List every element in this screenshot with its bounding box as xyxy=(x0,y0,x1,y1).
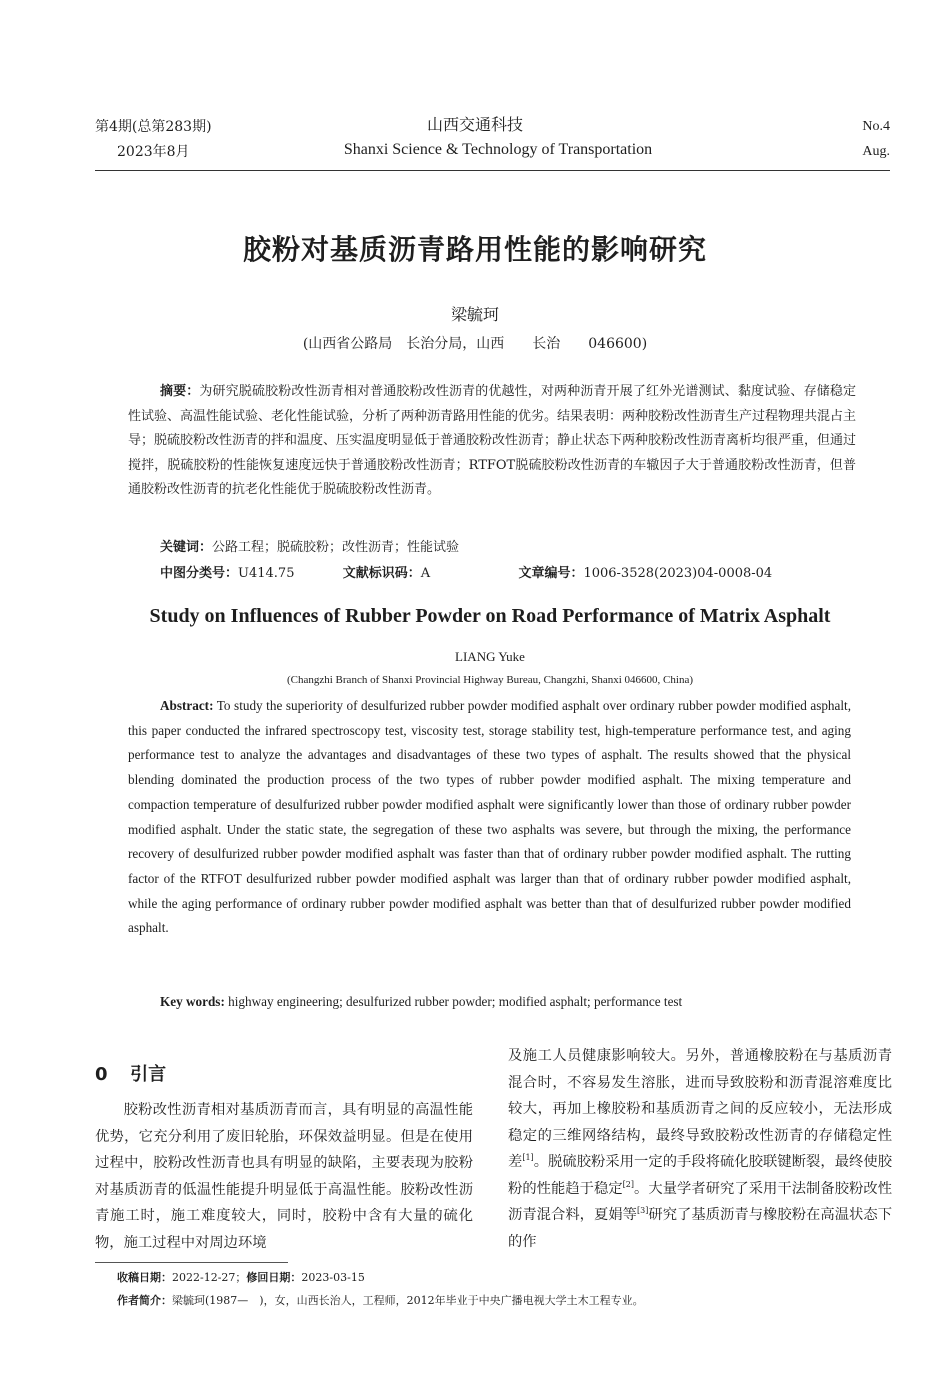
revised-date: 2023-03-15 xyxy=(301,1271,365,1284)
keywords-en-label: Key words: xyxy=(160,994,225,1009)
author-cn: 梁毓珂 xyxy=(450,305,499,324)
header-rule xyxy=(95,170,890,171)
body-right-part-4: 研究了基质沥青与橡胶粉在高温状态下的作 xyxy=(508,1207,893,1250)
paper-title-cn: 胶粉对基质沥青路用性能的影响研究 xyxy=(242,233,707,266)
issue-date: 2023年8月 xyxy=(117,144,190,160)
affiliation-en: (Changzhi Branch of Shanxi Provincial Highway Bureau, Changzhi, Shanxi 046600, China) xyxy=(286,674,693,686)
body-right-part-1: 及施工人员健康影响较大。另外，普通橡胶粉在与基质沥青混合时，不容易发生溶胀，进而导致胶粉和沥青混溶难度比较大，再加上橡胶粉和基质沥青之间的反应较小，无法形成稳定的三维网络结构，最终导致胶粉改性沥青的存储稳定性差 xyxy=(508,1048,892,1170)
journal-title-en: Shanxi Science & Technology of Transportation xyxy=(343,141,653,158)
article-number-value: 1006-3528(2023)04-0008-04 xyxy=(583,566,773,581)
keywords-en-text: highway engineering; desulfurized rubber powder; modified asphalt; performance test xyxy=(228,994,683,1009)
paper-title-en: Study on Influences of Rubber Powder on Road Performance of Matrix Asphalt xyxy=(149,605,831,627)
author-bio-label: 作者简介： xyxy=(117,1294,172,1307)
classification-row xyxy=(160,562,772,581)
clc-value: U414.75 xyxy=(238,566,295,581)
article-number-label: 文章编号： xyxy=(518,566,584,581)
author-bio-text: 梁毓珂(1987— )，女，山西长治人，工程师，2012年毕业于中央广播电视大学土木工程专业。 xyxy=(172,1294,644,1307)
keywords-cn-label: 关键词： xyxy=(160,540,213,555)
abstract-cn xyxy=(128,380,856,503)
body-text-left-column: 胶粉改性沥青相对基质沥青而言，具有明显的高温性能优势，它充分利用了废旧轮胎，环保效益明显。但是在使用过程中，胶粉改性沥青也具有明显的缺陷，主要表现为胶粉对基质沥青的低温性能提升明显低于高温性能。胶粉改性沥青施工时，施工难度较大，同时，胶粉中含有大量的硫化物，施工过程中对周边环境 xyxy=(95,1102,473,1251)
citation-2: [2] xyxy=(622,1179,635,1189)
received-label: 收稿日期： xyxy=(117,1271,172,1284)
keywords-cn-text: 公路工程；脱硫胶粉；改性沥青；性能试验 xyxy=(212,540,460,555)
doc-code-value: A xyxy=(420,566,431,581)
footnote-separator: ； xyxy=(235,1271,247,1284)
footnote-rule xyxy=(95,1262,288,1263)
body-right-part-3: 。大量学者研究了采用干法制备胶粉改性沥青混合料，夏娟等 xyxy=(508,1180,893,1223)
abstract-en xyxy=(128,694,851,941)
issue-no: No.4 xyxy=(862,119,890,134)
abstract-cn-text: 为研究脱硫胶粉改性沥青相对普通胶粉改性沥青的优越性，对两种沥青开展了红外光谱测试、黏度试验、存储稳定性试验、高温性能试验、老化性能试验，分析了两种沥青路用性能的优劣。结果表明：两种胶粉改性沥青生产过程物理共混占主导；脱硫胶粉改性沥青的拌和温度、压实温度明显低于普通胶粉改性沥青；静止状态下两种胶粉改性沥青离析均很严重，但通过搅拌，脱硫胶粉的性能恢复速度远快于普通胶粉改性沥青；RTFOT脱硫胶粉改性沥青的车辙因子大于普通胶粉改性沥青，但普通胶粉改性沥青的抗老化性能优于脱硫胶粉改性沥青。 xyxy=(128,384,857,498)
citation-3: [3] xyxy=(637,1206,649,1216)
keywords-cn xyxy=(160,536,459,555)
journal-title-cn: 山西交通科技 xyxy=(426,115,523,134)
abstract-en-label: Abstract: xyxy=(160,698,214,713)
section-title: 引言 xyxy=(130,1064,167,1085)
clc-label: 中图分类号： xyxy=(160,566,239,581)
received-date: 2022-12-27 xyxy=(172,1271,236,1284)
issue-number: 第4期(总第283期) xyxy=(95,119,212,135)
body-text-right-column xyxy=(508,1043,892,1255)
section-heading xyxy=(95,1060,166,1086)
issue-month: Aug. xyxy=(862,144,890,159)
footnote-dates xyxy=(117,1269,365,1285)
citation-1: [1] xyxy=(522,1153,534,1163)
doc-code-label: 文献标识码： xyxy=(342,566,421,581)
body-right-part-2: 。脱硫胶粉采用一定的手段将硫化胶联键断裂，最终使胶粉的性能趋于稳定 xyxy=(508,1154,893,1197)
author-en: LIANG Yuke xyxy=(455,649,525,664)
affiliation-cn: (山西省公路局 长治分局，山西 长治 046600) xyxy=(302,336,648,352)
section-number: 0 xyxy=(95,1064,108,1085)
keywords-en xyxy=(160,994,682,1010)
abstract-en-text: To study the superiority of desulfurized rubber powder modified asphalt over ordinary rubber powder modified asphalt, this paper conducted the infrared spectroscopy test, viscosity test, storage stability test, high-temperature performance test, and aging performance test to analyze the advantages and disadvantages of these two types of asphalt. The results showed that the physical blending dominated the production process of the two types of rubber powder modified asphalt. The mixing temperature and compaction temperature of desulfurized rubber powder modified asphalt were significantly lower than those of ordinary rubber powder modified asphalt. Under the static state, the segregation of these two asphalts was severe, but through the mixing, the performance recovery of desulfurized rubber powder modified asphalt was faster than that of ordinary rubber powder modified asphalt. The rutting factor of the RTFOT desulfurized rubber powder modified asphalt was larger than that of ordinary rubber powder modified asphalt, while the aging performance of ordinary rubber powder modified asphalt was better than that of desulfurized rubber powder modified asphalt. xyxy=(128,698,851,936)
footnote-author xyxy=(117,1292,644,1308)
revised-label: 修回日期： xyxy=(246,1271,302,1284)
abstract-cn-label: 摘要： xyxy=(160,384,200,399)
